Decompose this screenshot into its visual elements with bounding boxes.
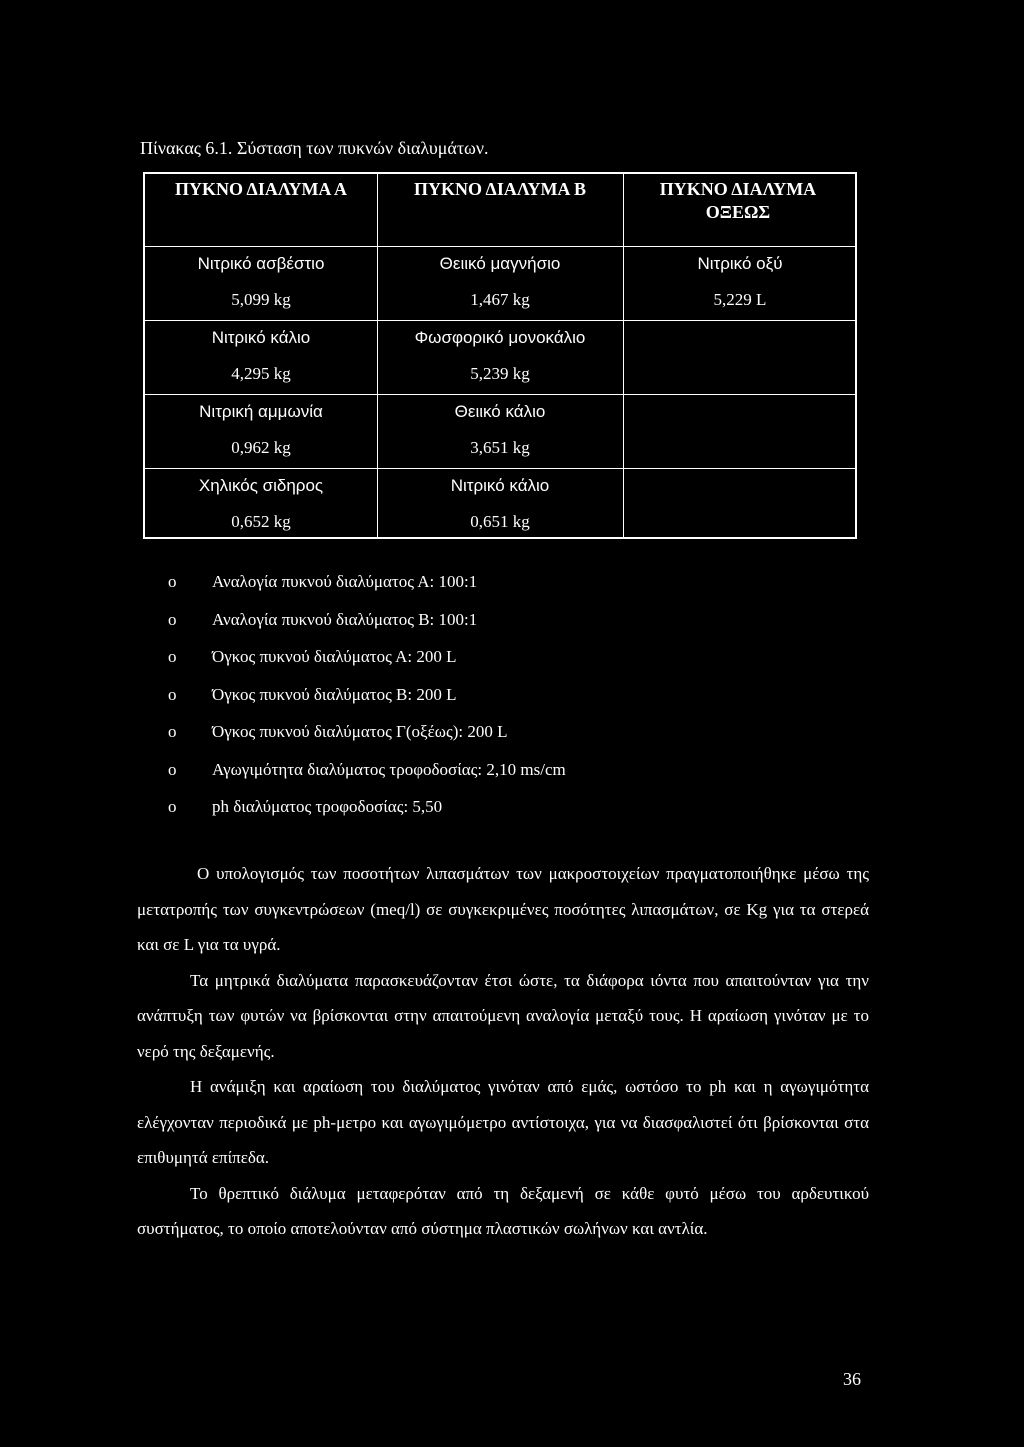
column-divider (623, 174, 624, 537)
bullet-marker: o (168, 572, 177, 591)
chemical-amount: 5,229 L (713, 290, 767, 309)
paragraph: Τα μητρικά διαλύματα παρασκευάζονταν έτσι ώστε, τα διάφορα ιόντα που απαιτούνταν για την ανάπτυξη των φυτών να βρίσκονται στην απαιτούμενη αναλογία μεταξύ τους. Η αραίωση γινόταν με το νερό της δεξαμενής. (137, 970, 869, 1061)
header-solution-acid: ΠΥΚΝΟ ΔΙΑΛΥΜΑ ΟΞΕΩΣ (659, 179, 817, 222)
list-item: o Αγωγιμότητα διαλύματος τροφοδοσίας: 2,10 ms/cm (168, 756, 566, 794)
chemical-amount: 0,651 kg (470, 512, 530, 531)
chemical-amount: 3,651 kg (470, 438, 530, 457)
bullet-marker: o (168, 684, 177, 704)
chemical-name: Νιτρική αμμωνία (199, 402, 323, 421)
paragraph: Το θρεπτικό διάλυμα μεταφερόταν από τη δεξαμενή σε κάθε φυτό μέσω του αρδευτικού συστήματος, το οποίο αποτελούνταν από σύστημα πλαστικών σωλήνων και αντλία. (137, 1183, 869, 1238)
body-text (137, 856, 869, 1247)
table-cell (377, 394, 623, 466)
table-cell (145, 468, 377, 540)
chemical-name: Θειικό κάλιο (454, 402, 546, 421)
list-item: o Όγκος πυκνού διαλύματος Α: 200 L (168, 643, 566, 681)
chemical-name: Νιτρικό ασβέστιο (197, 254, 325, 273)
chemical-name: Θειικό μαγνήσιο (439, 254, 561, 273)
list-item: o Όγκος πυκνού διαλύματος Β: 200 L (168, 681, 566, 719)
bullet-marker: o (168, 797, 177, 816)
table-cell (145, 394, 377, 466)
table-cell (145, 320, 377, 392)
header-solution-b: ΠΥΚΝΟ ΔΙΑΛΥΜΑ Β (414, 179, 586, 199)
page-number: 36 (843, 1369, 861, 1389)
bullet-marker: o (168, 609, 177, 629)
table-cell (145, 246, 377, 318)
paragraph: Η ανάμιξη και αραίωση του διαλύματος γινόταν από εμάς, ωστόσο το ph και η αγωγιμότητα ελέγχονταν περιοδικά με ph-μετρο και αγωγιμόμετρο αντίστοιχα, για να διασφαλιστεί ότι βρίσκονται στα επιθυμητά επίπεδα. (137, 1077, 869, 1167)
chemical-name: Νιτρικό κάλιο (450, 476, 550, 495)
table-caption: Πίνακας 6.1. Σύσταση των πυκνών διαλυμάτων. (140, 138, 489, 158)
table-cell (377, 468, 623, 540)
list-item: o Αναλογία πυκνού διαλύματος Α: 100:1 (168, 568, 566, 606)
chemical-amount: 0,652 kg (231, 512, 291, 531)
chemical-name: Χηλικός σιδηρος (198, 476, 324, 495)
chemical-amount: 1,467 kg (470, 290, 530, 309)
bullet-marker: o (168, 722, 177, 741)
chemical-amount: 5,099 kg (231, 290, 291, 309)
table-cell (623, 246, 857, 318)
list-item: o Όγκος πυκνού διαλύματος Γ(οξέως): 200 L (168, 718, 566, 756)
chemical-amount: 5,239 kg (470, 364, 530, 383)
list-item: o Αναλογία πυκνού διαλύματος Β: 100:1 (168, 606, 566, 644)
paragraph: Ο υπολογισμός των ποσοτήτων λιπασμάτων των μακροστοιχείων πραγματοποιήθηκε μέσω της μετατροπής των συγκεντρώσεων (meq/l) σε συγκεκριμένες ποσότητες λιπασμάτων, σε Kg για τα στερεά και σε L για τα υγρά. (137, 864, 869, 954)
list-item: o ph διαλύματος τροφοδοσίας: 5,50 (168, 793, 566, 831)
header-solution-a: ΠΥΚΝΟ ΔΙΑΛΥΜΑ Α (175, 179, 347, 199)
chemical-name: Νιτρικό κάλιο (211, 328, 311, 347)
table-cell (377, 320, 623, 392)
solutions-table (143, 172, 857, 539)
parameters-list (168, 568, 566, 831)
bullet-marker: o (168, 647, 177, 666)
chemical-amount: 0,962 kg (231, 438, 291, 457)
bullet-marker: o (168, 759, 177, 779)
chemical-amount: 4,295 kg (231, 364, 291, 383)
table-cell (377, 246, 623, 318)
chemical-name: Φωσφορικό μονοκάλιο (414, 328, 586, 347)
chemical-name: Νιτρικό οξύ (697, 254, 783, 273)
